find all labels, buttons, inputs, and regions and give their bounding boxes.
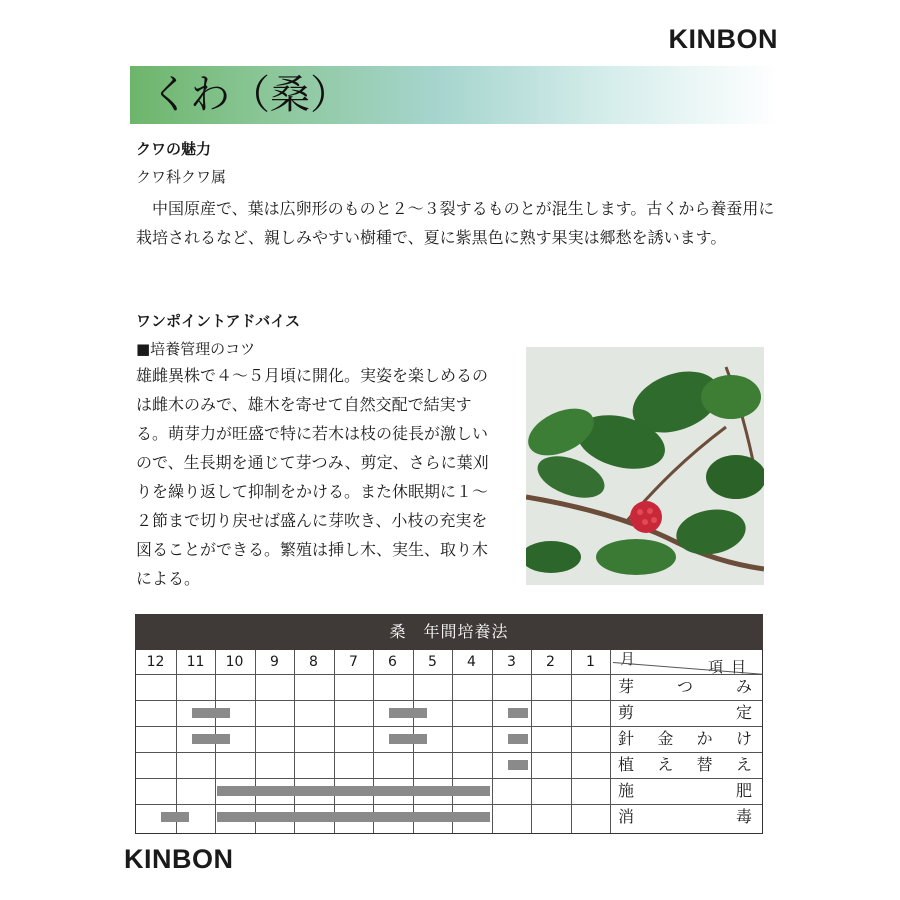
task-label [618,726,752,752]
mulberry-illustration [526,347,764,585]
month-label: 1 [586,654,595,670]
task-label-char: み [735,677,752,696]
grid-column-line [334,650,335,833]
task-label-char: え [735,755,752,774]
brand-logo-top: KINBON [668,24,778,54]
month-label: 2 [546,654,555,670]
month-label: 5 [428,654,437,670]
task-label [618,700,752,726]
month-label: 6 [388,654,397,670]
section-heading-advice: ワンポイントアドバイス [136,312,301,330]
description-paragraph: 中国原産で、葉は広卵形のものと２～３裂するものとが混生します。古くから養蚕用に栽培されるなど、親しみやすい樹種で、夏に紫黒色に熟す果実は郷愁を誘います。 [136,199,775,247]
task-label [618,752,752,778]
month-label: 7 [349,654,358,670]
schedule-bar [192,734,230,744]
grid-column-line [571,650,572,833]
annual-care-schedule [135,614,763,834]
grid-column-line [492,650,493,833]
schedule-title: 桑 年間培養法 [135,614,763,650]
task-label-char: 施 [618,781,635,800]
schedule-bar [161,812,189,822]
task-label-char: け [735,729,752,748]
month-label: 4 [467,654,476,670]
section-heading-charm: クワの魅力 [136,140,212,158]
care-paragraph: 雄雌異株で４～５月頃に開化。実姿を楽しめるのは雌木のみで、雄木を寄せて自然交配で結実する。萌芽力が旺盛で特に若木は枝の徒長が激しいので、生長期を通じて芽つみ、剪定、さらに葉刈りを繰り返して抑制をかける。また休眠期に１～２節まで切り戻せば盛んに芽吹き、小枝の充実を図ることができる。繁殖は挿し木、実生、取り木による。 [136,366,489,588]
month-label: 12 [146,654,165,670]
task-label-char: 芽 [618,677,635,696]
task-label-char: え [657,755,674,774]
task-label-char: つ [676,677,693,696]
care-subheading: ■培養管理のコツ [136,340,256,358]
grid-column-line [452,650,453,833]
grid-column-line [255,650,256,833]
month-label: 8 [309,654,318,670]
task-label [618,804,752,830]
header-month-label: 月 [620,650,636,668]
task-label-char: 毒 [735,807,752,826]
task-label-char: 針 [618,729,635,748]
grid-column-line [610,650,611,833]
task-label-char: 肥 [735,781,752,800]
month-label: 9 [270,654,279,670]
brand-logo-bottom: KINBON [124,844,234,874]
task-label-char: 金 [657,729,674,748]
schedule-bar [217,786,490,796]
task-label-char: 剪 [618,703,635,722]
month-label: 3 [507,654,516,670]
grid-column-line [294,650,295,833]
task-label-char: か [696,729,713,748]
task-label [618,778,752,804]
schedule-bar [508,734,528,744]
schedule-bar [192,708,230,718]
title-banner [130,66,778,124]
mulberry-branch-photo [526,347,764,585]
page-title: くわ（桑） [150,72,350,118]
month-label: 11 [186,654,205,670]
task-label-char: 消 [618,807,635,826]
schedule-bar [389,734,427,744]
schedule-bar [389,708,427,718]
task-label-char: 替 [696,755,713,774]
grid-column-line [176,650,177,833]
schedule-bar [508,708,528,718]
grid-column-line [531,650,532,833]
schedule-bar [217,812,490,822]
task-label-char: 植 [618,755,635,774]
plant-family: クワ科クワ属 [136,168,227,186]
grid-column-line [373,650,374,833]
header-item-label: 項目 [708,658,755,676]
task-label-char: 定 [735,703,752,722]
schedule-bar [508,760,528,770]
schedule-grid [135,650,763,834]
month-label: 10 [225,654,244,670]
task-label [618,674,752,700]
